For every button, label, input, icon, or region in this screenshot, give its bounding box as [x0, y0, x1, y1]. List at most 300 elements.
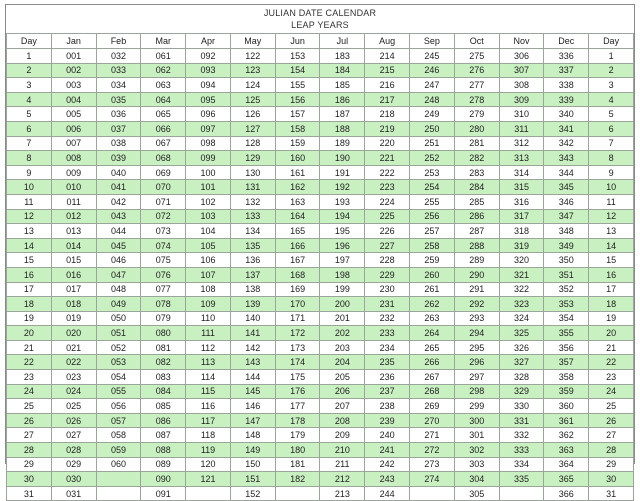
table-row: [7, 151, 634, 166]
julian-day-cell: 020: [51, 326, 96, 341]
day-cell: 25: [589, 399, 634, 414]
julian-day-cell: 279: [454, 107, 499, 122]
julian-day-cell: 147: [230, 413, 275, 428]
julian-day-cell: 143: [230, 355, 275, 370]
julian-day-cell: 197: [320, 253, 365, 268]
table-row: [7, 399, 634, 414]
julian-day-cell: 295: [454, 340, 499, 355]
table-row: [7, 107, 634, 122]
julian-day-cell: 362: [544, 428, 589, 443]
table-row: [7, 326, 634, 341]
julian-day-cell: 156: [275, 92, 320, 107]
julian-day-cell: 099: [186, 151, 231, 166]
julian-day-cell: 033: [96, 63, 141, 78]
day-cell: 29: [589, 457, 634, 472]
julian-day-cell: 008: [51, 151, 96, 166]
day-cell: 20: [7, 326, 52, 341]
day-cell: 16: [7, 267, 52, 282]
julian-day-cell: 082: [141, 355, 186, 370]
day-cell: 14: [7, 238, 52, 253]
julian-day-cell: 110: [186, 311, 231, 326]
julian-day-cell: 366: [544, 486, 589, 501]
julian-day-cell: 341: [544, 121, 589, 136]
julian-day-cell: 302: [454, 443, 499, 458]
julian-day-cell: 109: [186, 297, 231, 312]
julian-day-cell: 317: [499, 209, 544, 224]
julian-day-cell: 140: [230, 311, 275, 326]
julian-day-cell: 130: [230, 165, 275, 180]
julian-day-cell: 003: [51, 78, 96, 93]
julian-day-cell: 016: [51, 267, 96, 282]
julian-day-cell: 011: [51, 194, 96, 209]
julian-day-cell: 314: [499, 165, 544, 180]
julian-day-cell: 019: [51, 311, 96, 326]
julian-day-cell: 276: [454, 63, 499, 78]
julian-day-cell: 241: [365, 443, 410, 458]
day-cell: 12: [589, 209, 634, 224]
julian-day-cell: 141: [230, 326, 275, 341]
julian-day-cell: 242: [365, 457, 410, 472]
day-cell: 19: [589, 311, 634, 326]
julian-day-cell: 103: [186, 209, 231, 224]
julian-day-cell: 300: [454, 413, 499, 428]
day-cell: 21: [589, 340, 634, 355]
day-cell: 26: [589, 413, 634, 428]
day-cell: 10: [589, 180, 634, 195]
julian-day-cell: 298: [454, 384, 499, 399]
column-header: Nov: [499, 34, 544, 49]
julian-day-cell: 323: [499, 297, 544, 312]
julian-day-cell: 048: [96, 282, 141, 297]
table-row: [7, 224, 634, 239]
julian-day-cell: 363: [544, 443, 589, 458]
julian-day-cell: 202: [320, 326, 365, 341]
julian-day-cell: 347: [544, 209, 589, 224]
julian-day-cell: 015: [51, 253, 96, 268]
julian-day-cell: 319: [499, 238, 544, 253]
julian-day-cell: 201: [320, 311, 365, 326]
day-cell: 31: [589, 486, 634, 501]
julian-day-cell: 077: [141, 282, 186, 297]
julian-day-cell: 312: [499, 136, 544, 151]
julian-day-cell: 112: [186, 340, 231, 355]
julian-day-cell: 160: [275, 151, 320, 166]
julian-day-cell: 022: [51, 355, 96, 370]
julian-day-cell: 254: [410, 180, 455, 195]
julian-day-cell: 155: [275, 78, 320, 93]
julian-day-cell: 278: [454, 92, 499, 107]
julian-day-cell: 058: [96, 428, 141, 443]
julian-day-cell: 049: [96, 297, 141, 312]
julian-day-cell: 037: [96, 121, 141, 136]
julian-day-cell: 026: [51, 413, 96, 428]
julian-day-cell: 221: [365, 151, 410, 166]
julian-day-cell: 173: [275, 340, 320, 355]
julian-day-cell: [96, 472, 141, 487]
julian-day-cell: 009: [51, 165, 96, 180]
day-cell: 18: [7, 297, 52, 312]
julian-day-cell: 210: [320, 443, 365, 458]
julian-day-cell: 236: [365, 370, 410, 385]
julian-day-cell: 280: [454, 121, 499, 136]
julian-day-cell: 208: [320, 413, 365, 428]
julian-day-cell: 364: [544, 457, 589, 472]
julian-day-cell: 262: [410, 297, 455, 312]
table-row: [7, 180, 634, 195]
julian-day-cell: 310: [499, 107, 544, 122]
julian-day-cell: 228: [365, 253, 410, 268]
julian-day-cell: 345: [544, 180, 589, 195]
julian-day-cell: 265: [410, 340, 455, 355]
julian-day-cell: 060: [96, 457, 141, 472]
julian-day-cell: 243: [365, 472, 410, 487]
julian-day-cell: 344: [544, 165, 589, 180]
julian-day-cell: 340: [544, 107, 589, 122]
column-header: Feb: [96, 34, 141, 49]
day-cell: 27: [7, 428, 52, 443]
day-cell: 20: [589, 326, 634, 341]
julian-day-cell: 101: [186, 180, 231, 195]
julian-day-cell: 260: [410, 267, 455, 282]
julian-calendar-sheet: [5, 4, 635, 499]
julian-day-cell: 152: [230, 486, 275, 501]
julian-day-cell: 029: [51, 457, 96, 472]
day-cell: 13: [7, 224, 52, 239]
julian-day-cell: 081: [141, 340, 186, 355]
julian-day-cell: 359: [544, 384, 589, 399]
julian-day-cell: 207: [320, 399, 365, 414]
julian-day-cell: 239: [365, 413, 410, 428]
julian-day-cell: 291: [454, 282, 499, 297]
julian-day-cell: 126: [230, 107, 275, 122]
julian-day-cell: 166: [275, 238, 320, 253]
julian-day-cell: 132: [230, 194, 275, 209]
julian-day-cell: 198: [320, 267, 365, 282]
julian-day-cell: 337: [544, 63, 589, 78]
julian-day-cell: [410, 486, 455, 501]
day-cell: 6: [589, 121, 634, 136]
julian-day-cell: [275, 486, 320, 501]
julian-day-cell: 266: [410, 355, 455, 370]
julian-day-cell: 067: [141, 136, 186, 151]
julian-day-cell: 175: [275, 370, 320, 385]
table-row: [7, 311, 634, 326]
julian-day-cell: 118: [186, 428, 231, 443]
julian-day-cell: 150: [230, 457, 275, 472]
julian-day-cell: 154: [275, 63, 320, 78]
julian-day-cell: 004: [51, 92, 96, 107]
column-header: Apr: [186, 34, 231, 49]
julian-day-cell: 086: [141, 413, 186, 428]
julian-day-cell: 283: [454, 165, 499, 180]
julian-day-cell: 184: [320, 63, 365, 78]
julian-day-cell: 064: [141, 92, 186, 107]
table-row: [7, 78, 634, 93]
julian-day-cell: 087: [141, 428, 186, 443]
julian-day-cell: 205: [320, 370, 365, 385]
day-cell: 31: [7, 486, 52, 501]
julian-day-cell: 093: [186, 63, 231, 78]
julian-day-cell: 223: [365, 180, 410, 195]
julian-day-cell: 001: [51, 49, 96, 64]
table-row: [7, 355, 634, 370]
julian-day-cell: 288: [454, 238, 499, 253]
day-cell: 21: [7, 340, 52, 355]
julian-day-cell: 328: [499, 370, 544, 385]
day-cell: 1: [589, 49, 634, 64]
julian-day-cell: 206: [320, 384, 365, 399]
julian-day-cell: 142: [230, 340, 275, 355]
julian-day-cell: 272: [410, 443, 455, 458]
julian-day-cell: 114: [186, 370, 231, 385]
julian-day-cell: 315: [499, 180, 544, 195]
julian-day-cell: 267: [410, 370, 455, 385]
julian-day-cell: 041: [96, 180, 141, 195]
julian-day-cell: 209: [320, 428, 365, 443]
table-row: [7, 267, 634, 282]
julian-day-cell: 149: [230, 443, 275, 458]
day-cell: 16: [589, 267, 634, 282]
julian-day-cell: 091: [141, 486, 186, 501]
julian-day-cell: 292: [454, 297, 499, 312]
julian-day-cell: 018: [51, 297, 96, 312]
julian-day-cell: 119: [186, 443, 231, 458]
julian-day-cell: 034: [96, 78, 141, 93]
julian-day-cell: 308: [499, 78, 544, 93]
julian-day-cell: 213: [320, 486, 365, 501]
day-cell: 17: [7, 282, 52, 297]
julian-day-cell: 338: [544, 78, 589, 93]
julian-day-cell: 191: [320, 165, 365, 180]
julian-day-cell: 180: [275, 443, 320, 458]
julian-day-cell: 185: [320, 78, 365, 93]
julian-day-cell: 054: [96, 370, 141, 385]
table-row: [7, 209, 634, 224]
column-header: Jan: [51, 34, 96, 49]
column-header: Mar: [141, 34, 186, 49]
julian-day-cell: 226: [365, 224, 410, 239]
julian-day-cell: 217: [365, 92, 410, 107]
julian-day-cell: 047: [96, 267, 141, 282]
julian-day-cell: 181: [275, 457, 320, 472]
julian-day-cell: 293: [454, 311, 499, 326]
julian-day-cell: 044: [96, 224, 141, 239]
julian-day-cell: 224: [365, 194, 410, 209]
julian-day-cell: 066: [141, 121, 186, 136]
julian-day-cell: 057: [96, 413, 141, 428]
julian-day-cell: 231: [365, 297, 410, 312]
day-cell: 14: [589, 238, 634, 253]
julian-day-cell: 234: [365, 340, 410, 355]
julian-day-cell: 133: [230, 209, 275, 224]
day-cell: 24: [7, 384, 52, 399]
julian-day-cell: 012: [51, 209, 96, 224]
julian-day-cell: 164: [275, 209, 320, 224]
julian-day-cell: 158: [275, 121, 320, 136]
julian-day-cell: 189: [320, 136, 365, 151]
day-cell: 5: [7, 107, 52, 122]
table-row: [7, 253, 634, 268]
julian-day-cell: 090: [141, 472, 186, 487]
julian-day-cell: 165: [275, 224, 320, 239]
julian-day-cell: 350: [544, 253, 589, 268]
julian-day-cell: 145: [230, 384, 275, 399]
table-row: [7, 238, 634, 253]
day-cell: 24: [589, 384, 634, 399]
julian-day-cell: 275: [454, 49, 499, 64]
julian-day-cell: 218: [365, 107, 410, 122]
julian-day-cell: 355: [544, 326, 589, 341]
julian-day-cell: 050: [96, 311, 141, 326]
julian-day-cell: 348: [544, 224, 589, 239]
day-cell: 4: [589, 92, 634, 107]
julian-day-cell: 334: [499, 457, 544, 472]
julian-day-cell: 061: [141, 49, 186, 64]
julian-day-cell: 296: [454, 355, 499, 370]
table-row: [7, 49, 634, 64]
julian-day-cell: 053: [96, 355, 141, 370]
julian-day-cell: 137: [230, 267, 275, 282]
day-cell: 30: [589, 472, 634, 487]
table-row: [7, 384, 634, 399]
julian-day-cell: 121: [186, 472, 231, 487]
julian-day-cell: 115: [186, 384, 231, 399]
julian-day-cell: 040: [96, 165, 141, 180]
day-cell: 5: [589, 107, 634, 122]
julian-day-cell: 327: [499, 355, 544, 370]
julian-day-cell: 222: [365, 165, 410, 180]
julian-day-cell: 168: [275, 267, 320, 282]
julian-day-cell: 195: [320, 224, 365, 239]
day-cell: 15: [7, 253, 52, 268]
julian-day-cell: 017: [51, 282, 96, 297]
julian-day-cell: 225: [365, 209, 410, 224]
julian-day-cell: 078: [141, 297, 186, 312]
julian-day-cell: 357: [544, 355, 589, 370]
julian-day-cell: 255: [410, 194, 455, 209]
day-cell: 28: [589, 443, 634, 458]
day-cell: 1: [7, 49, 52, 64]
julian-day-cell: 063: [141, 78, 186, 93]
julian-day-cell: 199: [320, 282, 365, 297]
julian-day-cell: 211: [320, 457, 365, 472]
julian-day-cell: 062: [141, 63, 186, 78]
julian-day-cell: [186, 486, 231, 501]
julian-day-cell: 138: [230, 282, 275, 297]
julian-day-cell: 237: [365, 384, 410, 399]
julian-day-cell: 089: [141, 457, 186, 472]
julian-day-cell: 263: [410, 311, 455, 326]
julian-day-cell: 084: [141, 384, 186, 399]
julian-day-cell: 073: [141, 224, 186, 239]
day-cell: 29: [7, 457, 52, 472]
julian-day-cell: 098: [186, 136, 231, 151]
day-cell: 19: [7, 311, 52, 326]
julian-day-cell: 286: [454, 209, 499, 224]
column-header: Dec: [544, 34, 589, 49]
julian-day-cell: 270: [410, 413, 455, 428]
julian-day-cell: 021: [51, 340, 96, 355]
julian-day-cell: 030: [51, 472, 96, 487]
day-cell: 26: [7, 413, 52, 428]
julian-day-cell: 107: [186, 267, 231, 282]
column-header: May: [230, 34, 275, 49]
julian-day-cell: 075: [141, 253, 186, 268]
day-cell: 25: [7, 399, 52, 414]
day-cell: 22: [589, 355, 634, 370]
table-body: [7, 49, 634, 501]
julian-day-cell: 246: [410, 63, 455, 78]
julian-day-cell: 324: [499, 311, 544, 326]
table-row: [7, 92, 634, 107]
julian-day-cell: 339: [544, 92, 589, 107]
julian-day-cell: 072: [141, 209, 186, 224]
julian-day-cell: 297: [454, 370, 499, 385]
julian-day-cell: 287: [454, 224, 499, 239]
julian-day-cell: 194: [320, 209, 365, 224]
julian-day-cell: 080: [141, 326, 186, 341]
julian-day-cell: 117: [186, 413, 231, 428]
julian-day-cell: 148: [230, 428, 275, 443]
julian-day-cell: 162: [275, 180, 320, 195]
day-cell: 2: [589, 63, 634, 78]
julian-day-cell: 289: [454, 253, 499, 268]
table-row: [7, 297, 634, 312]
julian-day-cell: 333: [499, 443, 544, 458]
julian-day-cell: 318: [499, 224, 544, 239]
table-row: [7, 63, 634, 78]
table-row: [7, 457, 634, 472]
julian-day-cell: [96, 486, 141, 501]
julian-day-cell: 281: [454, 136, 499, 151]
julian-day-cell: 245: [410, 49, 455, 64]
julian-day-cell: 306: [499, 49, 544, 64]
julian-day-cell: 069: [141, 165, 186, 180]
julian-day-cell: 244: [365, 486, 410, 501]
julian-day-cell: 182: [275, 472, 320, 487]
julian-day-cell: 179: [275, 428, 320, 443]
julian-day-cell: 326: [499, 340, 544, 355]
julian-day-cell: 088: [141, 443, 186, 458]
julian-day-cell: 122: [230, 49, 275, 64]
julian-day-cell: 250: [410, 121, 455, 136]
julian-day-cell: 193: [320, 194, 365, 209]
julian-day-cell: 247: [410, 78, 455, 93]
julian-day-cell: 321: [499, 267, 544, 282]
julian-day-cell: 304: [454, 472, 499, 487]
column-header: Day: [7, 34, 52, 49]
julian-day-cell: 023: [51, 370, 96, 385]
julian-day-cell: 349: [544, 238, 589, 253]
julian-day-cell: 055: [96, 384, 141, 399]
julian-day-cell: 085: [141, 399, 186, 414]
julian-day-cell: 274: [410, 472, 455, 487]
julian-day-cell: 113: [186, 355, 231, 370]
julian-day-cell: 035: [96, 92, 141, 107]
julian-day-cell: 052: [96, 340, 141, 355]
day-cell: 12: [7, 209, 52, 224]
julian-day-cell: 172: [275, 326, 320, 341]
julian-day-cell: 259: [410, 253, 455, 268]
julian-day-cell: 229: [365, 267, 410, 282]
julian-day-cell: 153: [275, 49, 320, 64]
julian-day-cell: 330: [499, 399, 544, 414]
julian-day-cell: 299: [454, 399, 499, 414]
julian-day-cell: 010: [51, 180, 96, 195]
day-cell: 6: [7, 121, 52, 136]
julian-day-cell: 301: [454, 428, 499, 443]
day-cell: 22: [7, 355, 52, 370]
